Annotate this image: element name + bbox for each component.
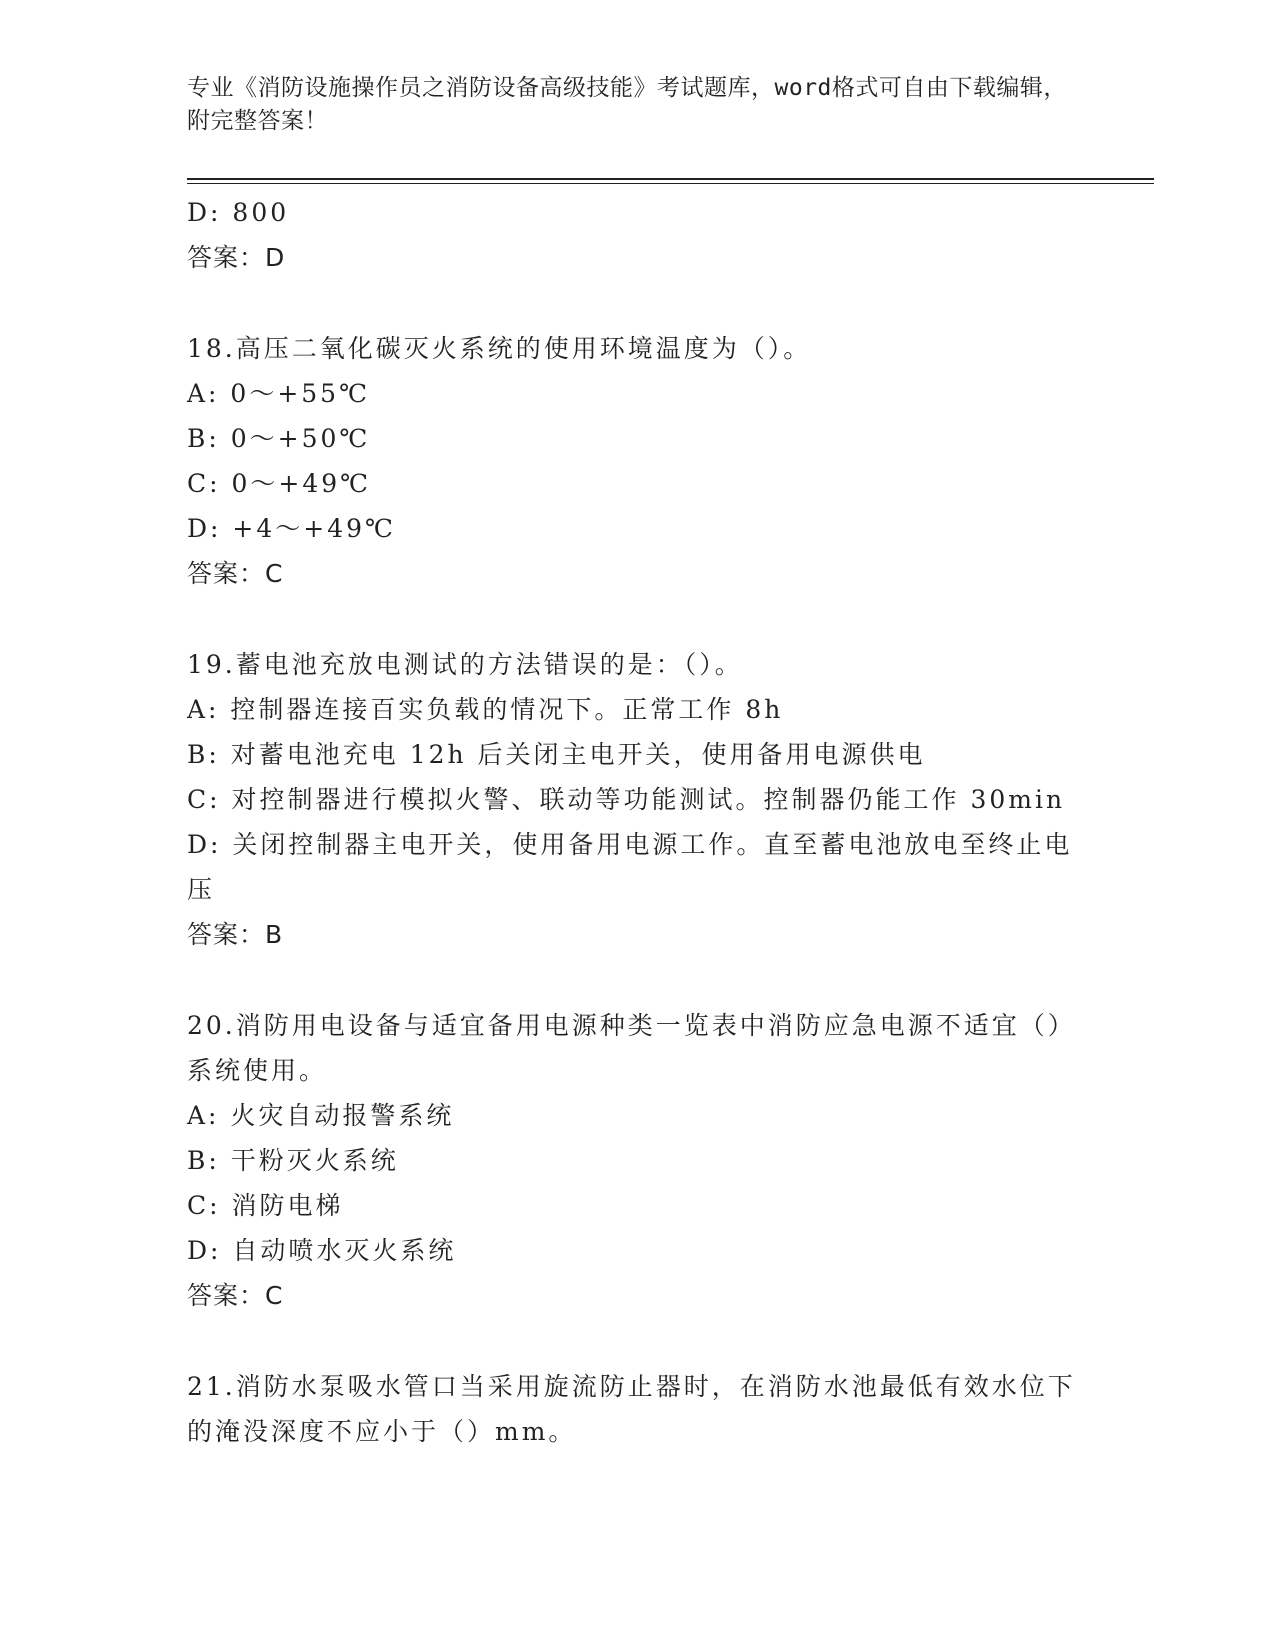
option-a: A: 0～+55℃ [187,379,371,408]
option-d: D: +4～+49℃ [187,514,396,543]
header-divider-thin [187,183,1154,184]
question-18 [187,326,1087,596]
option-b: B: 0～+50℃ [187,424,371,453]
option-c: C: 0～+49℃ [187,469,372,498]
question-content [187,190,1087,1454]
answer: 答案：B [187,920,284,949]
question-stem: 21.消防水泵吸水管口当采用旋流防止器时，在消防水池最低有效水位下的淹没深度不应小于（）mm。 [187,1372,1076,1446]
question-20 [187,1003,1087,1318]
question-stem: 20.消防用电设备与适宜备用电源种类一览表中消防应急电源不适宜（）系统使用。 [187,1011,1076,1085]
answer: 答案：C [187,559,284,588]
answer: 答案：C [187,1281,284,1310]
option-d: D: 关闭控制器主电开关，使用备用电源工作。直至蓄电池放电至终止电压 [187,830,1073,904]
prev-option-d: D: 800 [187,198,290,227]
option-a: A: 控制器连接百实负载的情况下。正常工作 8h [187,695,784,724]
question-stem: 18.高压二氧化碳灭火系统的使用环境温度为（）。 [187,334,812,363]
option-b: B: 干粉灭火系统 [187,1146,399,1175]
option-d: D: 自动喷水灭火系统 [187,1236,457,1265]
document-header: 专业《消防设施操作员之消防设备高级技能》考试题库，word格式可自由下载编辑，附完整答案！ [187,75,1067,134]
header-divider-thick [187,178,1154,180]
question-stem: 19.蓄电池充放电测试的方法错误的是：（）。 [187,650,743,679]
option-c: C: 对控制器进行模拟火警、联动等功能测试。控制器仍能工作 30min [187,785,1066,814]
option-a: A: 火灾自动报警系统 [187,1101,455,1130]
prev-answer: 答案：D [187,243,286,272]
option-b: B: 对蓄电池充电 12h 后关闭主电开关，使用备用电源供电 [187,740,926,769]
question-19 [187,642,1087,957]
option-c: C: 消防电梯 [187,1191,344,1220]
question-21 [187,1364,1087,1454]
